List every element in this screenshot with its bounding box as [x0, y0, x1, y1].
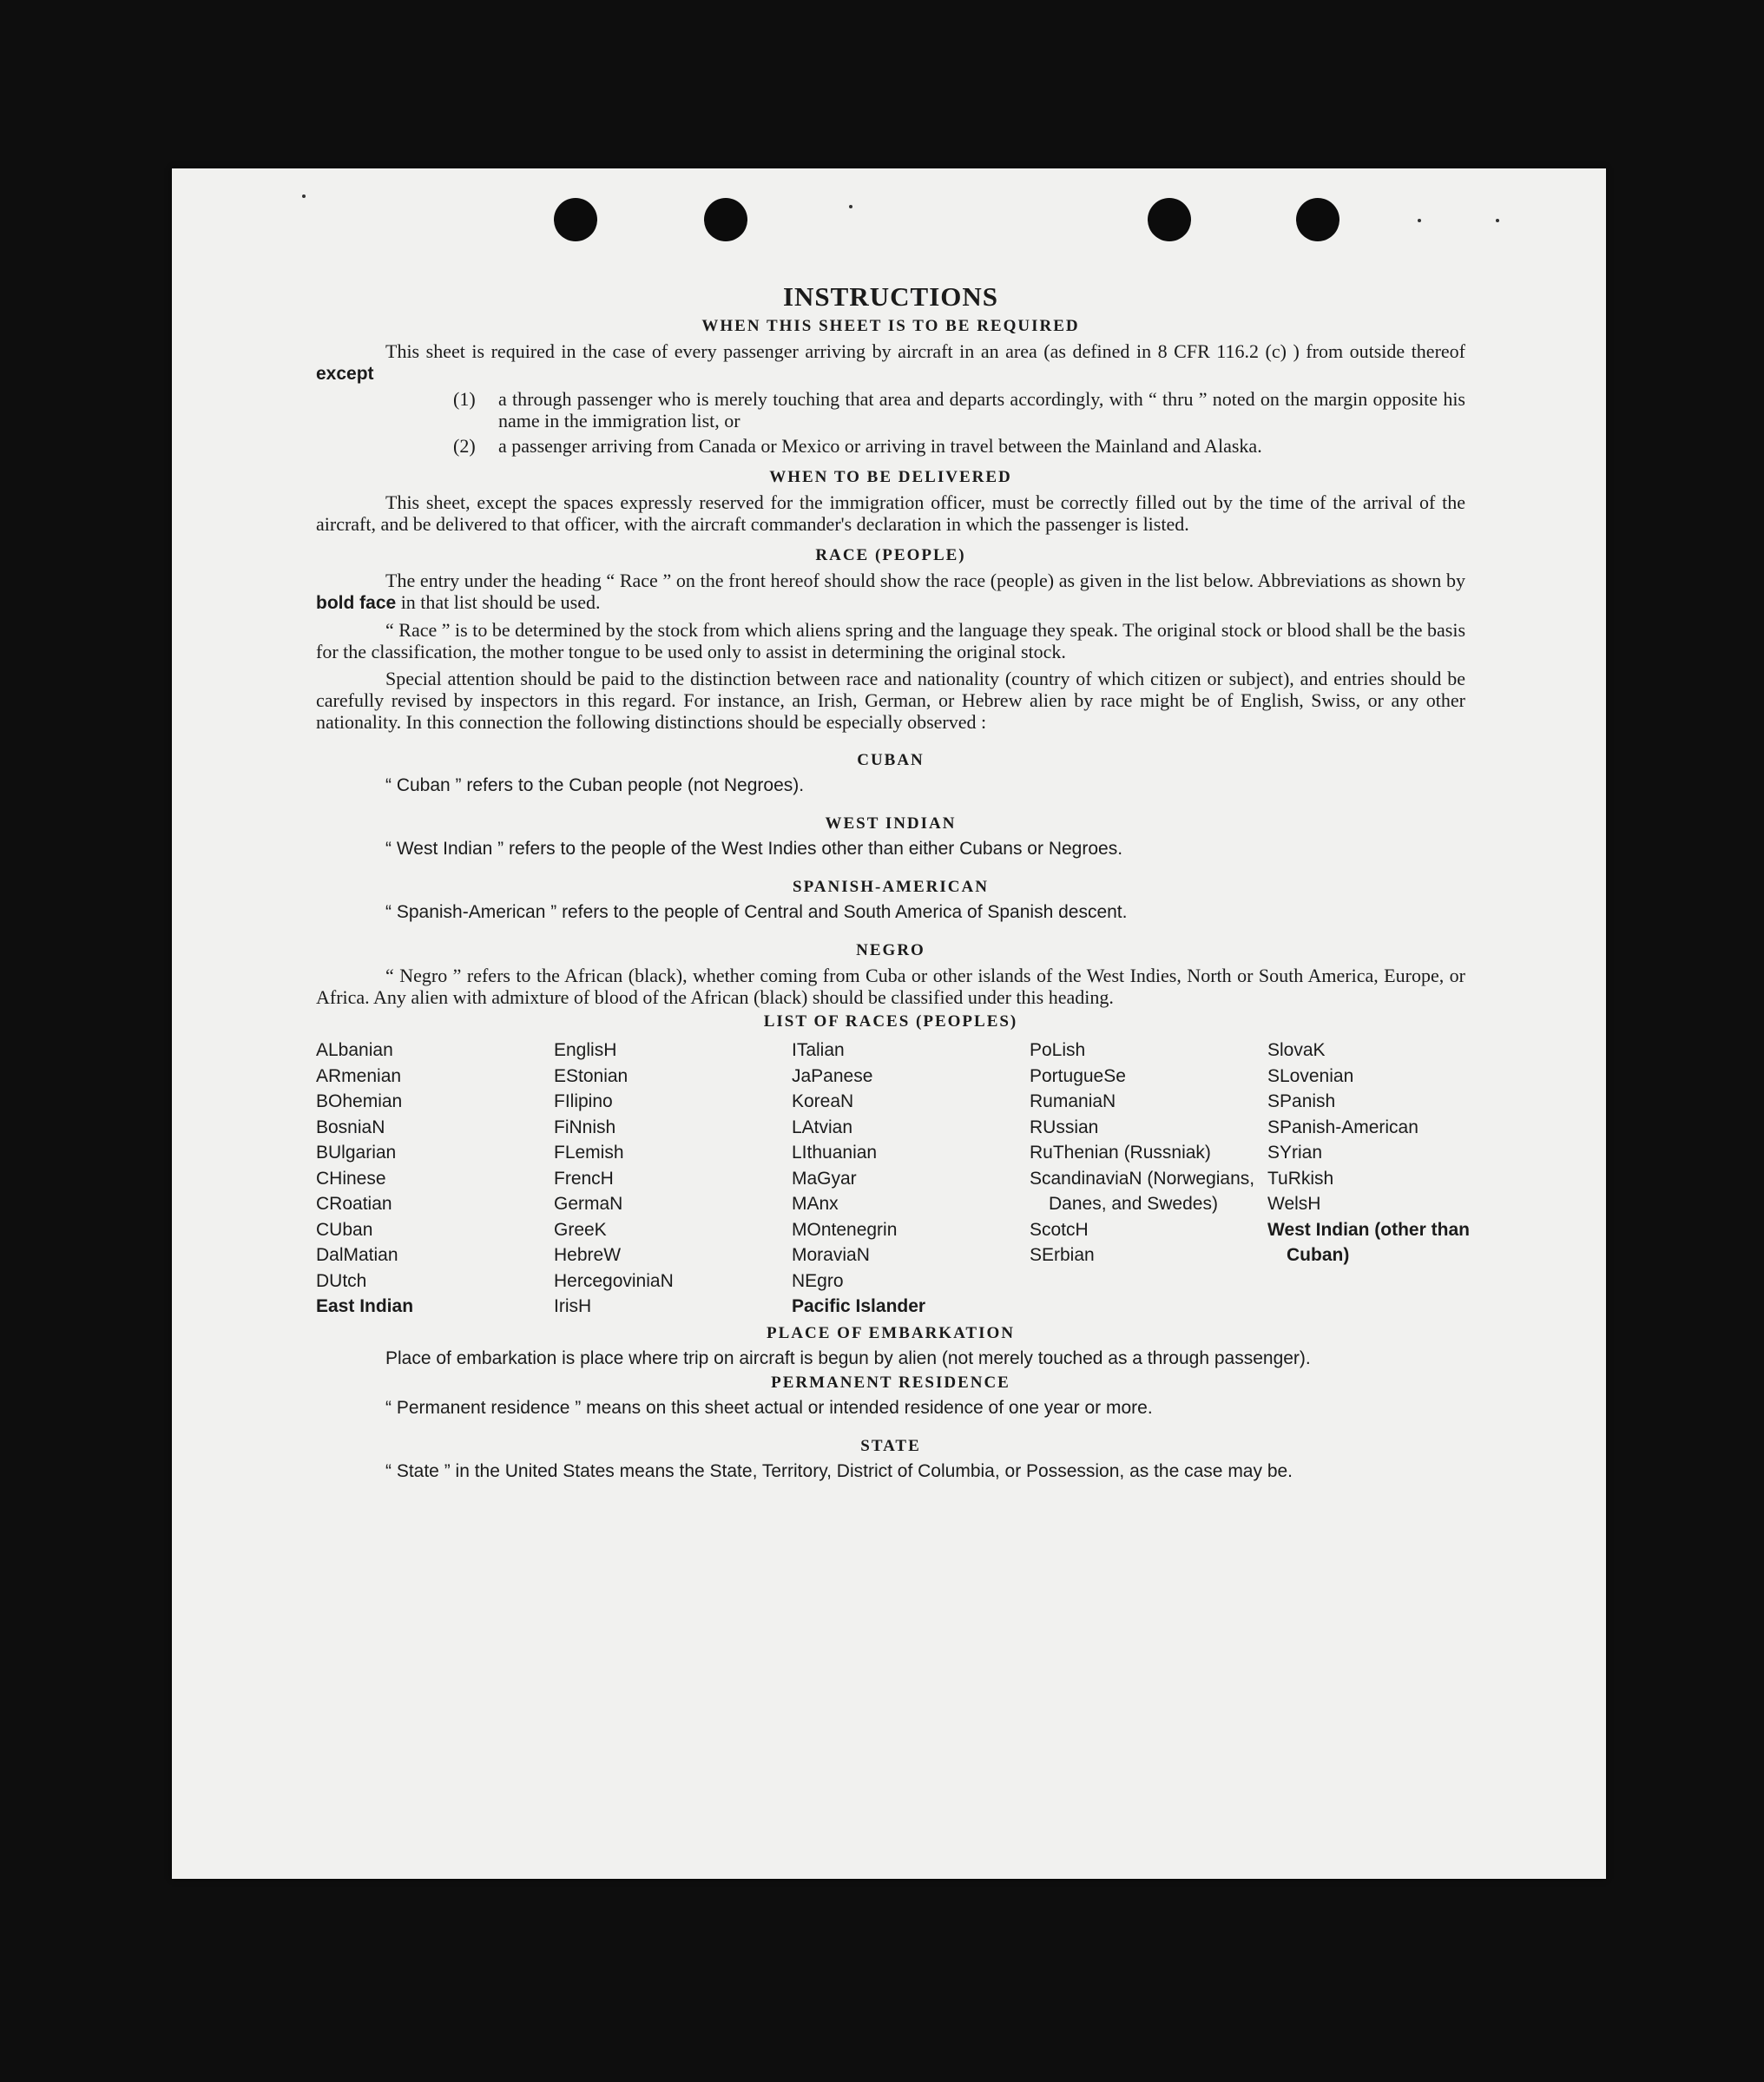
paper-speck — [302, 194, 306, 198]
race-entry: EnglisH — [554, 1040, 617, 1060]
instructions-text — [316, 281, 1470, 1482]
race-entry: SLovenian — [1267, 1065, 1354, 1086]
race-entry: DalMatian — [316, 1245, 398, 1265]
race-entry: Pacific Islander — [792, 1296, 926, 1316]
race-entry: FLemish — [554, 1143, 624, 1163]
spanish-american-text: “ Spanish-American ” refers to the people of Central and South America of Spanish descent. — [385, 902, 1128, 922]
west-indian-text: “ West Indian ” refers to the people of the West Indies other than either Cubans or Negroes. — [385, 839, 1123, 859]
race-entry: CUban — [316, 1219, 373, 1240]
race-entry: HercegoviniaN — [554, 1270, 674, 1291]
race-entry: CRoatian — [316, 1194, 392, 1214]
list-item: (1) a through passenger who is merely touching that area and departs accordingly, with “ thru ” noted on the margin opposite his name in the immigration list, or — [453, 388, 1465, 432]
instruction-sheet — [172, 168, 1606, 1879]
race-entry: RumaniaN — [1030, 1091, 1116, 1111]
race-entry: ScotcH — [1030, 1219, 1089, 1240]
bold-face-text: bold face — [316, 593, 397, 613]
negro-text: “ Negro ” refers to the African (black), whether coming from Cuba or other islands of the West Indies, North or South America, Europe, or Africa. Any alien with admixture of blood of the African (black) should be classified under this heading. — [316, 965, 1465, 1008]
punch-hole-4 — [1296, 198, 1339, 241]
race-entry: West Indian (other than Cuban) — [1267, 1219, 1470, 1265]
race-column — [1030, 1038, 1267, 1320]
race-entry: EStonian — [554, 1065, 629, 1086]
race-entry: SYrian — [1267, 1143, 1323, 1163]
paper-speck — [849, 205, 852, 208]
race-entry: HebreW — [554, 1245, 622, 1265]
heading-cuban: CUBAN — [857, 751, 925, 769]
punch-hole-2 — [704, 198, 747, 241]
race-entry: JaPanese — [792, 1065, 873, 1086]
race-entry: TuRkish — [1267, 1168, 1334, 1189]
residence-text: “ Permanent residence ” means on this sheet actual or intended residence of one year or more. — [385, 1397, 1153, 1418]
heading-spanish-american: SPANISH-AMERICAN — [793, 878, 989, 896]
heading-race: RACE (PEOPLE) — [815, 546, 966, 564]
race-entry: MOntenegrin — [792, 1219, 898, 1240]
heading-embarkation: PLACE OF EMBARKATION — [767, 1323, 1015, 1342]
race-entry: ARmenian — [316, 1065, 402, 1086]
race-entry: ALbanian — [316, 1040, 393, 1060]
race-paragraph-1: The entry under the heading “ Race ” on the front hereof should show the race (people) as given in the list below. Abbreviations as shown by bold face in that list should be used. — [316, 570, 1465, 613]
race-entry: LIthuanian — [792, 1143, 878, 1163]
race-entry: MAnx — [792, 1194, 839, 1214]
page-title: INSTRUCTIONS — [782, 281, 998, 312]
state-text: “ State ” in the United States means the State, Territory, District of Columbia, or Possession, as the case may be. — [385, 1460, 1293, 1481]
embarkation-text: Place of embarkation is place where trip on aircraft is begun by alien (not merely touched as a through passenger). — [385, 1347, 1311, 1368]
race-entry: MoraviaN — [792, 1245, 870, 1265]
except-bold: except — [316, 364, 374, 384]
race-entry: RUssian — [1030, 1117, 1099, 1137]
race-entry: BosniaN — [316, 1117, 385, 1137]
race-entry: East Indian — [316, 1296, 414, 1316]
race-entry: SErbian — [1030, 1245, 1095, 1265]
cuban-text: “ Cuban ” refers to the Cuban people (not Negroes). — [385, 775, 805, 795]
race-entry: NEgro — [792, 1270, 844, 1291]
delivered-text: This sheet, except the spaces expressly reserved for the immigration officer, must be correctly filled out by the time of the arrival of the aircraft, and be delivered to that officer, with the aircraft commander's declaration in which the passenger is listed. — [316, 491, 1465, 535]
heading-required: WHEN THIS SHEET IS TO BE REQUIRED — [701, 317, 1080, 335]
heading-west-indian: WEST INDIAN — [825, 814, 957, 833]
race-entry: WelsH — [1267, 1194, 1321, 1214]
heading-delivered: WHEN TO BE DELIVERED — [769, 468, 1012, 486]
race-entry: MaGyar — [792, 1168, 857, 1189]
heading-residence: PERMANENT RESIDENCE — [771, 1373, 1010, 1392]
race-paragraph-2: “ Race ” is to be determined by the stock from which aliens spring and the language they speak. The original stock or blood shall be the basis for the classification, the mother tongue to be used only to assist in determining the original stock. — [316, 619, 1465, 662]
race-column — [792, 1038, 1030, 1320]
race-entry: ScandinaviaN (Norwegians, Danes, and Swedes) — [1030, 1168, 1255, 1214]
race-entry: GermaN — [554, 1194, 623, 1214]
race-entry: PoLish — [1030, 1040, 1086, 1060]
heading-negro: NEGRO — [856, 941, 925, 959]
race-entry: FIlipino — [554, 1091, 613, 1111]
race-column — [554, 1038, 792, 1320]
required-intro: This sheet is required in the case of every passenger arriving by aircraft in an area (as defined in 8 CFR 116.2 (c) ) from outside thereof except — [316, 340, 1465, 384]
races-table — [316, 1038, 1470, 1320]
race-entry: BUlgarian — [316, 1143, 397, 1163]
race-entry: BOhemian — [316, 1091, 403, 1111]
race-entry: KoreaN — [792, 1091, 854, 1111]
race-entry: RuThenian (Russniak) — [1030, 1143, 1211, 1163]
punch-hole-1 — [554, 198, 597, 241]
race-entry: SlovaK — [1267, 1040, 1326, 1060]
race-paragraph-3: Special attention should be paid to the distinction between race and nationality (country of which citizen or subject), and entries should be carefully revised by inspectors in this regard. For instance, an Irish, German, or Hebrew alien by race might be of English, Swiss, or any other nationality. In this connection the following distinctions should be especially observed : — [316, 668, 1465, 733]
list-item: (2) a passenger arriving from Canada or Mexico or arriving in travel between the Mainland and Alaska. — [453, 435, 1262, 457]
race-entry: ITalian — [792, 1040, 845, 1060]
punch-hole-3 — [1148, 198, 1191, 241]
paper-speck — [1496, 219, 1499, 222]
race-entry: GreeK — [554, 1219, 607, 1240]
heading-list-of-races: LIST OF RACES (PEOPLES) — [763, 1012, 1018, 1031]
race-entry: LAtvian — [792, 1117, 853, 1137]
race-entry: PortugueSe — [1030, 1065, 1126, 1086]
race-entry: FrencH — [554, 1168, 614, 1189]
race-entry: IrisH — [554, 1296, 592, 1316]
race-column — [316, 1038, 554, 1320]
race-entry: SPanish-American — [1267, 1117, 1418, 1137]
paper-speck — [1418, 219, 1421, 222]
heading-state: STATE — [860, 1436, 921, 1455]
race-entry: SPanish — [1267, 1091, 1336, 1111]
race-entry: CHinese — [316, 1168, 386, 1189]
race-entry: DUtch — [316, 1270, 367, 1291]
race-column — [1267, 1038, 1474, 1320]
race-entry: FiNnish — [554, 1117, 616, 1137]
